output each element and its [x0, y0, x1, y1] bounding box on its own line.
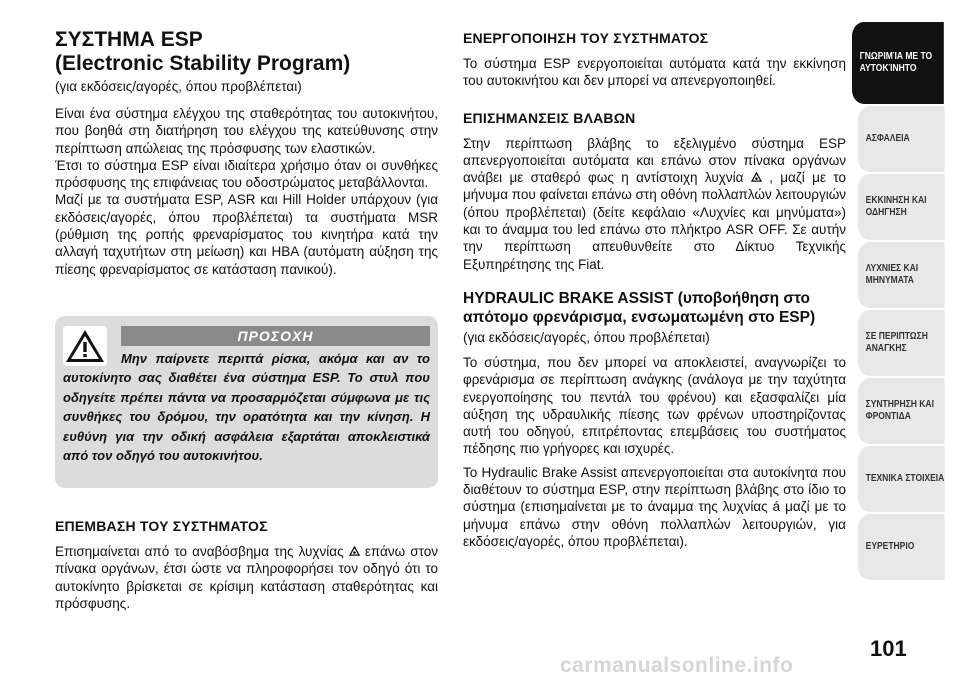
tab-label: ΕΥΡΕΤΗΡΙΟ — [865, 541, 915, 552]
esp-title — [55, 28, 438, 76]
esp-subtitle: (για εκδόσεις/αγορές, όπου προβλέπεται) — [55, 79, 302, 94]
hba-paragraph-2: Το Hydraulic Brake Assist απενεργοποιείται στα αυτοκίνητα που διαθέτουν το σύστημα ESP, στην περίπτωση βλάβης στο ίδιο το σύστημα (επισημαίνεται με το άναμμα της λυχνίας á μαζί με το μήνυμα επάνω στην οθόνη πολλαπλών λειτουργιών, για εκδόσεις/αγορές, όπου προβλέπεται). — [463, 464, 846, 549]
warning-triangle-icon — [63, 326, 107, 366]
tab-label: ΜΗΝΥΜΑΤΑ — [865, 275, 914, 286]
tab-label: ΟΔΗΓΗΣΗ — [865, 207, 907, 218]
warning-text: Μην παίρνετε περιττά ρίσκα, ακόμα και αν το αυτοκίνητο σας διαθέτει ένα σύστημα ESP. Το στυλ που οδηγείτε πρέπει πάντα να προσαρμόζεται σύμφωνα με τις συνθήκες του δρόμου, την ορατότητα και την κίνηση. Η ευθύνη για την οδική ασφάλεια εξαρτάται αποκλειστικά από τον οδηγό του αυτοκινήτου. — [63, 350, 430, 464]
intervention-text-b: επάνω στον πίνακα οργάνων, έτσι ώστε να πληροφορήσει τον οδηγό ότι το αυτοκίνητο βρίσκεται σε κρίσιμη κατάσταση σταθερότητας και πρόσφυσης. — [55, 543, 439, 611]
watermark: carmanualsonline.info — [560, 654, 794, 677]
hba-paragraph-1: Το σύστημα, που δεν μπορεί να αποκλειστεί, αναγνωρίζει το φρενάρισμα σε περίπτωση ανάγκης (ανάλογα με την ταχύτητα ενεργοποίησης του πεντάλ του φρένου) και εξασφαλίζει μία αύξηση της υδραυλικής πίεσης των φρένων υποστηρίζοντας αυτή του οδηγού, επιτρέποντας επεμβάσεις του συστήματος πέδησης πιο γρήγορες και ισχυρές. — [463, 354, 846, 457]
faults-heading: ΕΠΙΣΗΜΑΝΣΕΙΣ ΒΛΑΒΩΝ — [463, 109, 636, 126]
tab-lamps-messages[interactable] — [858, 242, 945, 308]
left-column — [55, 22, 438, 618]
esp-paragraph-1: Είναι ένα σύστημα ελέγχου της σταθερότητας του αυτοκινήτου, που βοηθά στη διατήρηση του ελέγχου της κατεύθυνσης στην περίπτωση απώλειας της πρόσφυσης των ελαστικών. — [55, 106, 438, 156]
tab-emergency[interactable] — [858, 310, 945, 376]
tab-label: ΣΕ ΠΕΡΙΠΤΩΣΗ — [865, 331, 928, 342]
intervention-heading: ΕΠΕΜΒΑΣΗ ΤΟΥ ΣΥΣΤΗΜΑΤΟΣ — [55, 517, 268, 534]
esp-paragraph-2: Έτσι το σύστημα ESP είναι ιδιαίτερα χρήσιμο όταν οι συνθήκες πρόσφυσης της επιφάνειας του οδοστρώματος μεταβάλλονται. — [55, 157, 438, 191]
hba-subtitle: (για εκδόσεις/αγορές, όπου προβλέπεται) — [463, 329, 710, 345]
faults-text-a: Στην περίπτωση βλάβης το εξελιγμένο σύστημα ESP απενεργοποιείται αυτόματα και επάνω στον πίνακα οργάνων ανάβει με σταθερό φως η αντίστοιχη λυχνία — [463, 135, 846, 186]
tab-index[interactable] — [858, 514, 945, 580]
tab-label: ΑΣΦΑΛΕΙΑ — [865, 133, 910, 144]
tab-label: ΓΝΩΡΙΜΊΑ ΜΕ ΤΟ — [859, 51, 933, 62]
tab-label: ΑΥΤΟΚΊΝΗΤΟ — [859, 63, 917, 74]
tab-starting-driving[interactable] — [858, 174, 945, 240]
tab-getting-to-know[interactable] — [852, 22, 944, 104]
right-column — [463, 22, 846, 556]
intervention-text-a: Επισημαίνεται από το αναβόσβημα της λυχνίας — [55, 543, 344, 559]
tab-maintenance[interactable] — [858, 378, 945, 444]
warning-heading: ΠΡΟΣΟΧΗ — [121, 326, 430, 346]
tab-safety[interactable] — [858, 106, 945, 172]
esp-paragraph-3: Μαζί με τα συστήματα ESP, ASR και Hill Holder υπάρχουν (για εκδόσεις/αγορές, όπου προβλέπεται) τα συστήματα MSR (ρύθμιση της ροπής φρεναρίσματος του κινητήρα κατά την αλλαγή ταχυτήτων στη μείωση) και HBA (αυτόματη αύξηση της πίεσης φρεναρίσματος σε κατάσταση πανικού). — [55, 192, 438, 277]
tab-label: ΑΝΑΓΚΗΣ — [865, 343, 907, 354]
faults-text-b: , μαζί με το μήνυμα που φαίνεται επάνω στη οθόνη πολλαπλών λειτουργιών (όπου προβλέπεται) (δείτε κεφάλαιο «Λυχνίες και μηνύματα») και το άναμμα του led επάνω στο πλήκτρο ASR OFF. Σε αυτήν την περίπτωση απευθυνθείτε στο Δίκτυο Τεχνικής Εξυπηρέτησης της Fiat. — [463, 170, 846, 272]
tab-technical-data[interactable] — [858, 446, 945, 512]
hba-heading-line1: HYDRAULIC BRAKE ASSIST (υποβοήθηση στο — [463, 289, 810, 307]
esp-title-line2: (Electronic Stability Program) — [55, 52, 351, 75]
tab-label: ΣΥΝΤΗΡΗΣΗ ΚΑΙ — [865, 399, 934, 410]
activation-heading: ΕΝΕΡΓΟΠΟΙΗΣΗ ΤΟΥ ΣΥΣΤΗΜΑΤΟΣ — [463, 30, 709, 46]
tab-label: ΤΕΧΝΙΚΑ ΣΤΟΙΧΕΙΑ — [865, 473, 945, 484]
intervention-text — [55, 543, 438, 612]
tab-label: ΕΚΚΙΝΗΣΗ ΚΑΙ — [865, 195, 927, 206]
esp-title-line1: ΣΥΣΤΗΜΑ ESP — [55, 28, 203, 51]
faults-text — [463, 135, 846, 273]
warning-box — [55, 316, 438, 488]
esp-fault-lamp-icon — [751, 172, 762, 183]
esp-lamp-icon — [349, 546, 360, 557]
page-number: 101 — [870, 636, 907, 661]
activation-text: Το σύστημα ESP ενεργοποιείται αυτόματα κατά την εκκίνηση του αυτοκινήτου και δεν μπορεί να απενεργοποιηθεί. — [463, 56, 846, 89]
hba-heading — [463, 289, 846, 327]
tab-label: ΦΡΟΝΤΙΔΑ — [865, 411, 911, 422]
hba-heading-line2: απότομο φρενάρισμα, ενσωματωμένη στο ESP) — [463, 308, 816, 326]
tab-label: ΛΥΧΝΙΕΣ ΚΑΙ — [865, 263, 919, 274]
